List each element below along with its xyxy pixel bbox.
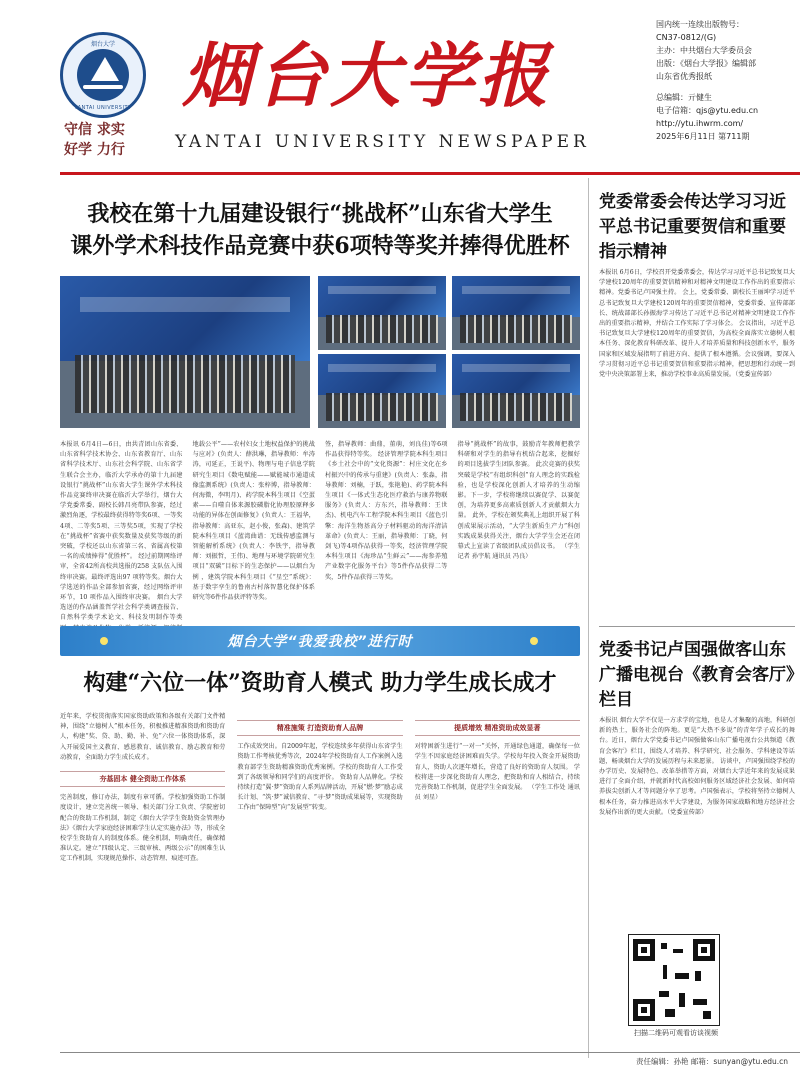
lead-col-3: 签，指导教师：曲鼎，董萌，刘良佳)等6项作品获得特等奖。 经济管理学院本科生项目《乡土社会中的“文化资源”：村庄文化在乡村振兴中的传承与重建》(负责人：张淼，指导教师：刘楠，于跃，张艳艳)、药学院本科生项目《一体式生态化医疗救治与康养物联服务》(负责人：方东兴，指导教师：王世杰)、机电汽车工程学院本科生项目《蓝色引擎：海洋生物基高分子材料驱动的海洋清洁革命》(负责人：王丽，指导教师：丁晓，何剑飞)等4项作品获得一等奖，经济管理学院本科生项目《海珍品“生鲜云”——海参养殖产业数字化服务平台》等5件作品获得二等奖，5件作品获得三等奖。 xyxy=(325,441,448,581)
story2-subhead-1: 夯基固本 健全资助工作体系 xyxy=(60,771,225,787)
story2-col2-text: 工作成效突出。自2009年起，学校连续多年获得山东省学生资助工作考核优秀等次，2024年学校资助育人工作案例入选教育部学生资助精准资助优秀案例。学校的资助育人工作受到了各级领导和同学们的高度评价。 资助育人品牌化。学校持续打造“翼·梦”资助育人系列品牌活动，开展“燃·梦”励志成长计划、“筑·梦”诚信教育、“寻·梦”资助成果展等，实现资助工作由“保障型”向“发展型”转变。 xyxy=(237,743,403,812)
award-ceremony-photo xyxy=(60,276,310,428)
team-photo-2 xyxy=(452,276,580,350)
lead-col-1: 本报讯 6月4日—6日，由共青团山东省委、山东省科学技术协会、山东省教育厅、山东省科学技术厅、山东社会科学院、山东省学生联合会主办，临沂大学承办的第十九届建设银行“挑战杯”山东省大学生课外学术科技作品竞赛终审决赛在临沂大学举行，烟台大学党委常委、副校长韩昌亮带队参赛，经过激烈角逐，学校最终获得特等奖6项、一等奖4项、二等奖5项、三等奖5项，实现了学校在“挑战杯”省赛中获奖数量及获奖等级的新突破，学校还以山东省第三名、省属高校第一名的成绩捧得“优胜杯”。 经过前期网络评审，全省42所高校共选报的258 支队伍入围终审决赛。最终评选出97 项特等奖。烟台大学选送的作品全部参加省赛，经过网络评审环节，10 项作品入围终审决赛。 烟台大学选送的作品涵盖哲学社会科学类调查报告、自然科学类学术论文、科技发明制作等类 xyxy=(60,441,183,622)
motto-line-1: 守信 求实 xyxy=(64,122,125,138)
lead-story-body xyxy=(60,440,580,620)
story2-subhead-3: 提质增效 精准资助成效显著 xyxy=(415,720,580,736)
lead-col-2: 地载公平”——农村妇女土地权益保护的挑战与应对》(负责人：薛洪琳，指导教师：牟涛涛，司延正，王说平)、物理与电子信息学院研究生项目《数电赋能——赋能城市通道成像监测系统》(负责人：张梓博，指导教师：何海微，李明月)、药学院本科生项目《空蛋素——自噬自体来源胶磷脂化协理胶原释多功能的异体在创面修复》(负责人：王福华，指导教师：高亚东，赵小俊，张森)、建筑学院本科生项目《蓝湾曲谱：无线传感监测与智能解析系统》(负责人：李铁宇，指导教师：刘振哲，王伟)、地理与环境学院研究生项目“双碳”目标下的生态保护——以烟台为例 ，建筑学院本科生项目《“星空”系统》：基于数字孪生的鲁南古村落智慧化保护体系研究等6件作品获评特等奖。 xyxy=(192,441,315,602)
side-column xyxy=(588,178,800,1058)
story2-col-2 xyxy=(237,712,402,1062)
main-column xyxy=(0,178,585,1058)
side-headline-2: 党委书记卢国强做客山东广播电视台《教育会客厅》栏目 xyxy=(599,640,795,710)
university-logo xyxy=(60,32,146,118)
qr-code[interactable] xyxy=(628,934,720,1026)
sponsor: 主办：中共烟台大学委员会 xyxy=(656,46,752,55)
motto xyxy=(64,120,164,160)
story2-body xyxy=(60,712,580,1062)
lead-photo-group xyxy=(60,276,580,428)
team-photo-3 xyxy=(318,354,446,428)
side-story-2: 本报讯 烟台大学不仅是一方求学的宝地，也是人才集聚的高地，科研创新的热土，服务社会的阵地。更是“大热不多说”的青年学子成长的舞台。近日，烟台大学党委书记卢国强做客山东广播电视台公共频道《教育会客厅》栏目，围绕人才培养、科学研究、社会服务、学科建设等话题，畅谈烟台大学的发展历程与未来愿景。 访谈中，卢国强围绕学校的办学历史、发展特色、改革举措等方面，对烟台大学近年来的发展成果进行了全面介绍，并就新时代高校如何服务区域经济社会发展、如何培养拔尖创新人才等问题分享了思考。卢国强表示，学校将坚持立德树人根本任务，奋力推进高水平大学建设，为服务国家战略和地方经济社会发展作出新的更大贡献。（党委宣传部） xyxy=(599,717,795,816)
award: 山东省优秀报纸 xyxy=(656,72,712,81)
cn-number: CN37-0812/(G) xyxy=(656,33,717,42)
sail-icon xyxy=(91,57,119,81)
publisher: 出版：《烟台大学报》编辑部 xyxy=(656,59,756,68)
masthead xyxy=(0,0,800,178)
sparkle-icon xyxy=(100,637,108,645)
page-footer xyxy=(60,1052,800,1069)
story2-col3-text: 对特困新生进行“一对一”关怀，开通绿色通道，确保每一位学生不因家庭经济困难而失学。学校每年投入资金开展资助育人，资助人次逐年增长，营造了良好的资助育人氛围。 学校将进一步深化资助育人理念，把资助和育人相结合，持续完善资助工作机制，促进学生全面发展。 （学生工作处 通讯员 刘星） xyxy=(414,743,580,802)
issn-label: 国内统一连续出版物号： xyxy=(656,20,744,29)
side-story-1: 本报讯 6月6日，学校召开党委常委会，传达学习习近平总书记致复旦大学建校120周年的重要贺信精神和对精神文明建设工作作出的重要指示精神。党委书记卢国强主持。 会上，党委常委、副校长王丽坤学习近平总书记致复旦大学建校120周年的重要贺信精神，党委常委、宣传部部长、统战部部长孙振海学习传达了习近平总书记对精神文明建设工作作出的重要指示精神，并结合工作实际了学习体会。 会议指出，习近平总书记致复旦大学建校120周年的重要贺信，为高校全面落实立德树人根本任务、深化教育科研改革、提升人才培养质量和科技创新水平，服务国家和区域发展指明了前进方向、提供了根本遵循。会议强调，要深入学习贯彻习近平总书记重要贺信和重要指示精神，把思想和行动统一到党中央决策部署上来，推动学校事业高质量发展。（党委宣传部） xyxy=(599,269,795,379)
newspaper-title: 烟台大学报 xyxy=(182,34,552,117)
lead-headline xyxy=(60,198,580,262)
motto-line-2: 好学 力行 xyxy=(64,142,125,158)
team-photo-1 xyxy=(318,276,446,350)
issue-date: 2025年6月11日 第711期 xyxy=(656,132,750,141)
chief-editor: 总编辑：亓健生 xyxy=(656,93,712,102)
story2-col1-text: 完善制度，修订办法，制度有章可循。学校加强资助工作制度设计，建立完善统一领导、相关部门分工负责、学院密切配合的资助工作机制，制定《烟台大学学生资助资金管理办法》《烟台大学家庭经济困难学生认定实施办法》等，形成全校学生资助育人的制度体系。健全机制，明确责任，确保精准认定。建立“四级认定、三级审核、两级公示”的困难生认定工作机制，实现规范操作、动态管理、痕迹可查。 xyxy=(60,794,226,863)
qr-caption: 扫描二维码可观看访谈视频 xyxy=(634,1029,718,1037)
sparkle-icon xyxy=(530,637,538,645)
story2-intro: 近年来，学校贯彻落实国家资助政策和各级有关部门文件精神，围绕“立德树人”根本任务，积极推进精准资助和资助育人，构建“奖、贷、助、勤、补、免”六位一体资助体系，深入开展爱国主义教育、感恩教育、诚信教育、励志教育和劳动教育，全面助力学生成长成才。 xyxy=(60,713,226,761)
lead-col-4: 指导“挑战杯”的故事，鼓励青年教师把教学科研和对学生的指导有机结合起来，挖掘好的项目选拔学生团队参赛。 此次竞赛的获奖突破是学校“有组织科创”育人理念的实践检验，也是学校深化创新人才培养的生动缩影。下一步，学校将继续以赛促学、以赛促创，为培养更多高素质创新人才贡献烟大力量。 此外，学校在颁奖典礼上组织开展了科创成果展示活动，“大学生新质生产力”科创实践成果获得关注，烟台大学学生会还在闭幕式上宣读了省级团队成员倡议书。 （学生记者 孙宇航 通讯员 冯良） xyxy=(457,441,580,561)
website-link[interactable]: http://ytu.ihwrm.com/ xyxy=(656,119,744,128)
logo-text-top: 烟台大学 xyxy=(90,41,115,48)
story2-col-3 xyxy=(415,712,580,1062)
lead-headline-line-1: 我校在第十九届建设银行“挑战杯”山东省大学生 xyxy=(87,201,553,227)
campaign-banner-text: 烟台大学“我爱我校”进行时 xyxy=(227,634,413,650)
masthead-divider xyxy=(60,172,800,175)
campaign-banner xyxy=(60,626,580,656)
story2-headline: 构建“六位一体”资助育人模式 助力学生成长成才 xyxy=(83,670,557,696)
side-divider xyxy=(599,626,795,627)
story2-subhead-2: 精准施策 打造资助育人品牌 xyxy=(237,720,402,736)
lead-headline-line-2: 课外学术科技作品竞赛中获6项特等奖并捧得优胜杯 xyxy=(70,233,570,259)
wave-icon xyxy=(83,85,123,89)
email[interactable]: 电子信箱：qjs@ytu.edu.cn xyxy=(656,106,759,115)
story2-col-1 xyxy=(60,712,225,1062)
newspaper-title-en: YANTAI UNIVERSITY NEWSPAPER xyxy=(175,132,590,152)
editor-credit: 责任编辑：孙艳 邮箱：sunyan@ytu.edu.cn xyxy=(636,1057,788,1066)
logo-text-bottom: YANTAI UNIVERSITY xyxy=(74,105,132,111)
side-headline-1: 党委常委会传达学习习近平总书记重要贺信和重要指示精神 xyxy=(599,192,786,262)
publication-info xyxy=(656,18,796,143)
team-photo-4 xyxy=(452,354,580,428)
